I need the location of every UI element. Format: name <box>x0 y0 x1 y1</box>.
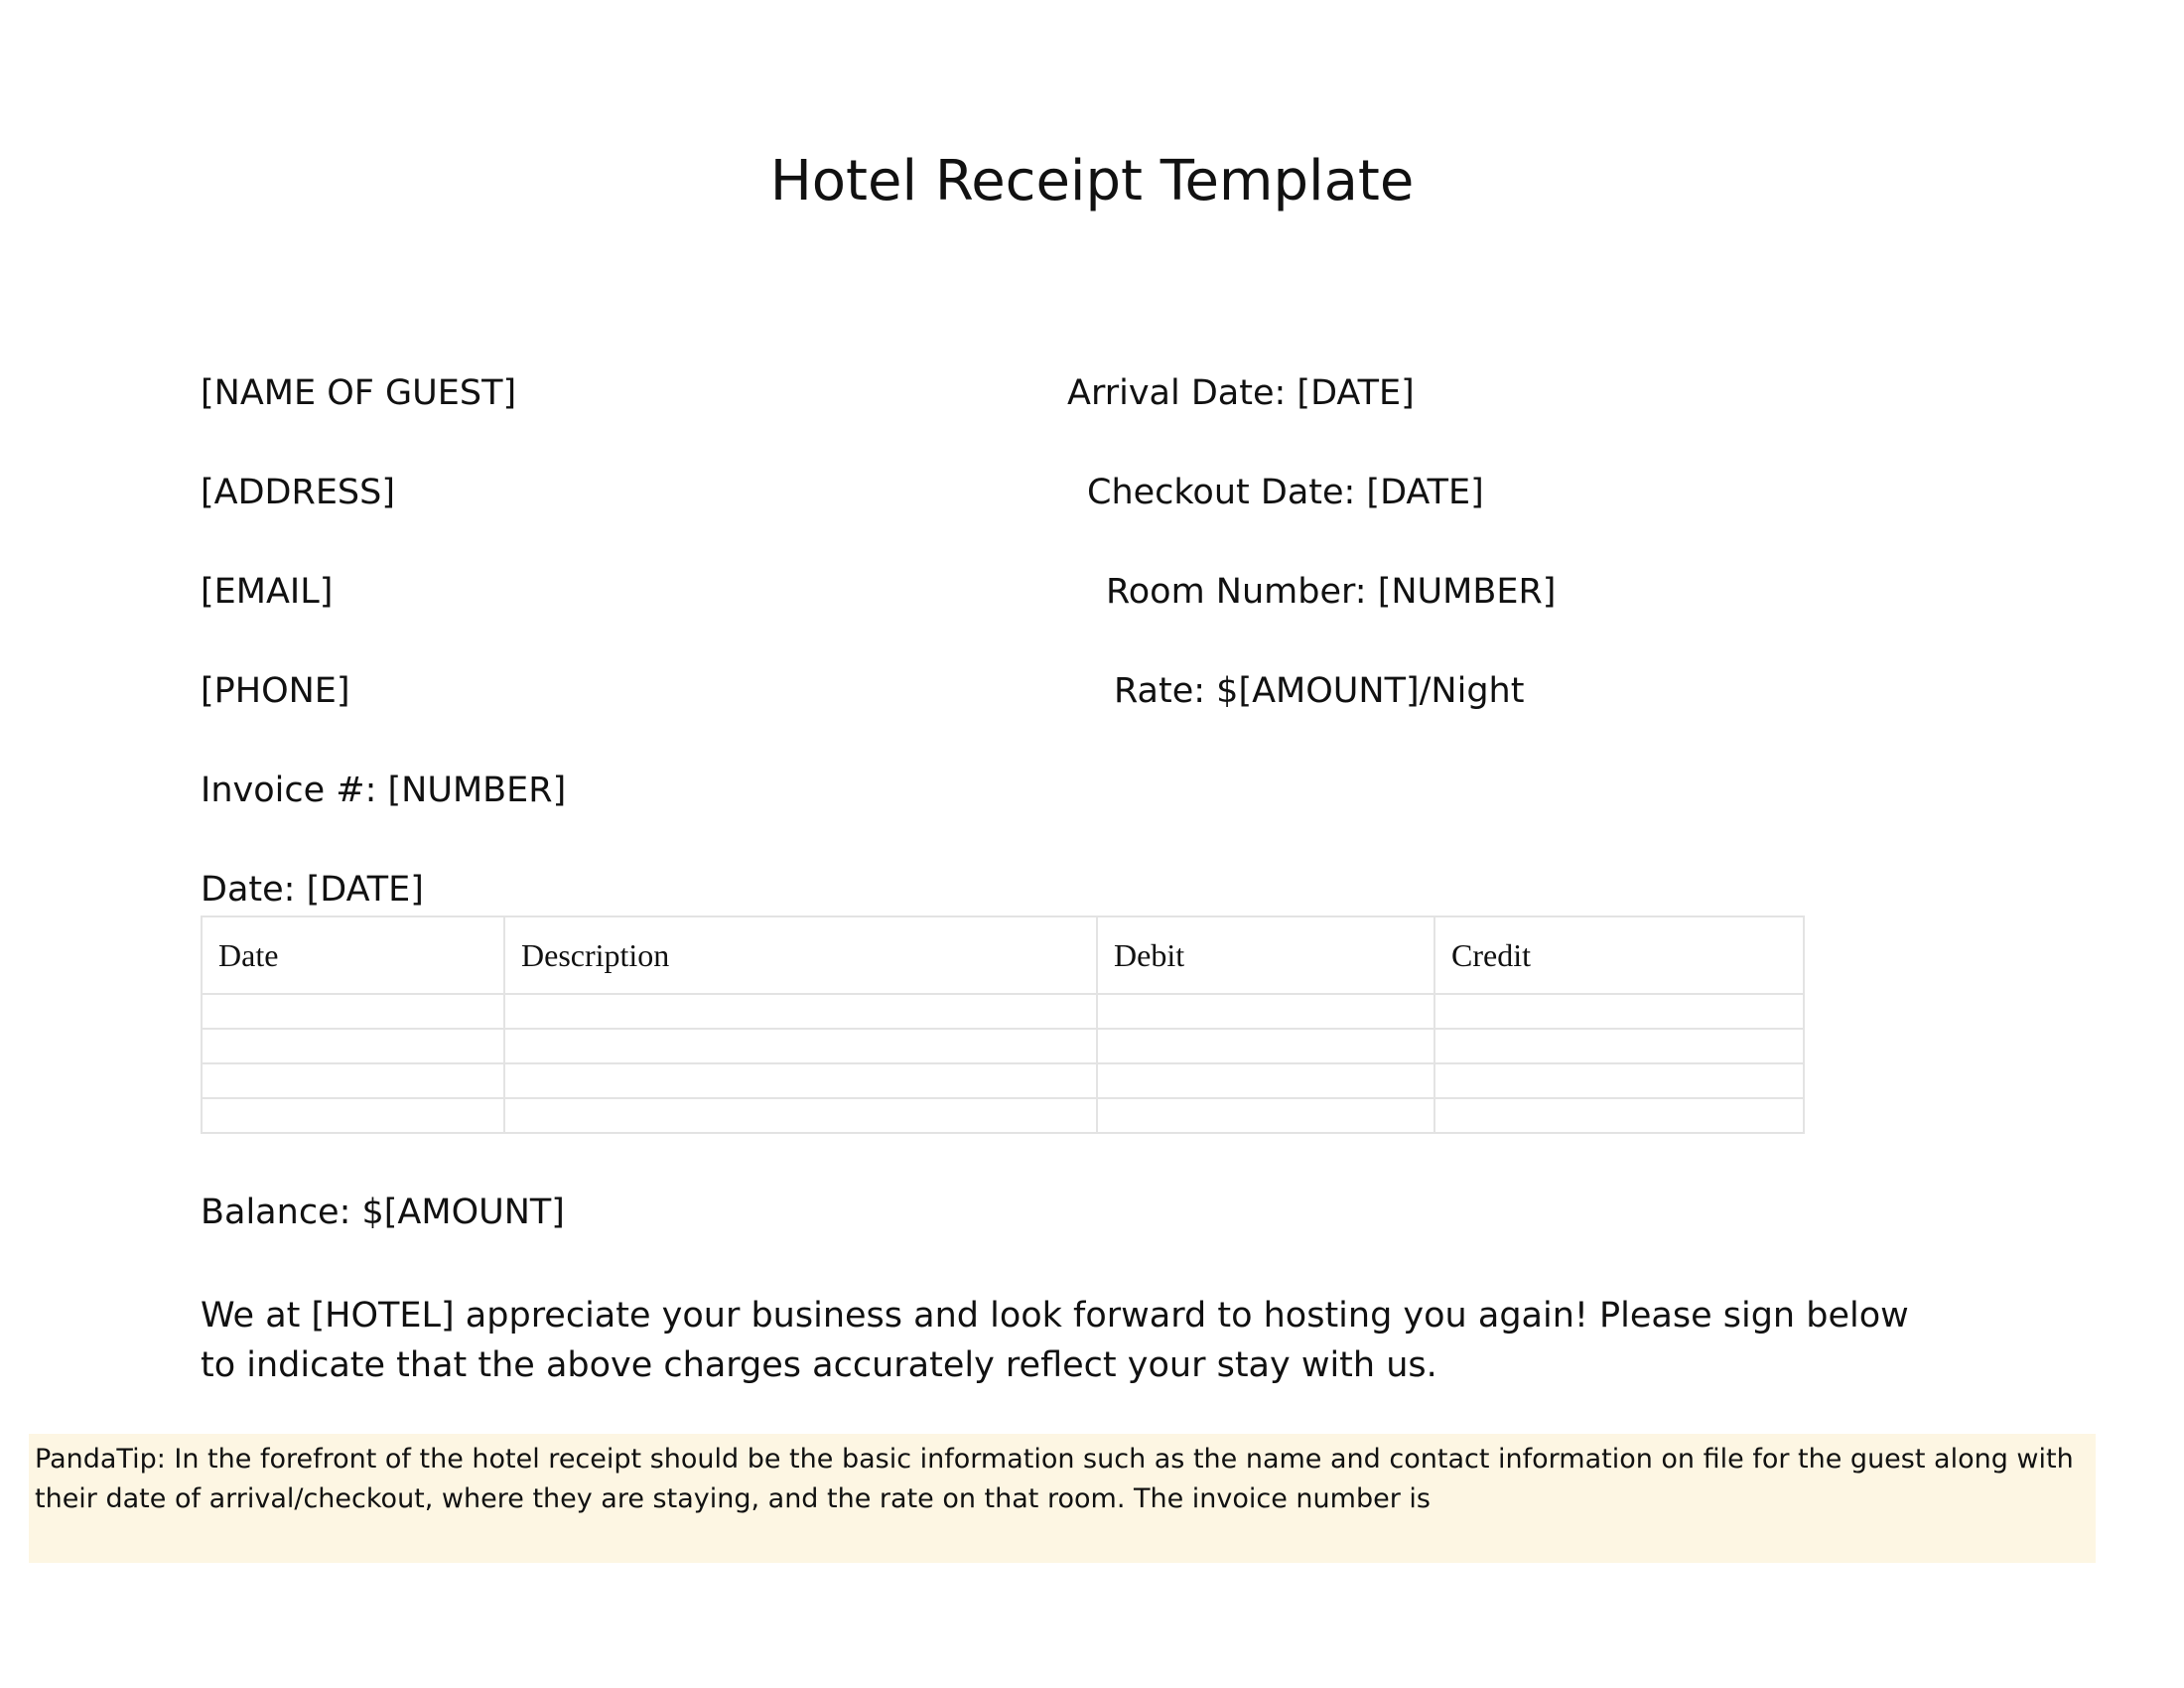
panda-tip-box: PandaTip: In the forefront of the hotel receipt should be the basic information such as the name and contact information on file for the guest along with their date of arrival/checkout, where they are staying, and the rate on that room. The invoice number is <box>29 1434 2096 1563</box>
column-header-credit: Credit <box>1434 916 1804 994</box>
table-cell <box>1097 1029 1434 1063</box>
table-cell <box>504 1029 1097 1063</box>
guest-email: [EMAIL] <box>201 572 334 612</box>
column-header-description: Description <box>504 916 1097 994</box>
table-row <box>202 994 1804 1029</box>
balance: Balance: $[AMOUNT] <box>201 1193 565 1232</box>
table-cell <box>1097 994 1434 1029</box>
charges-table <box>201 915 1805 1134</box>
table-cell <box>202 1029 504 1063</box>
guest-phone: [PHONE] <box>201 671 350 711</box>
guest-name: [NAME OF GUEST] <box>201 373 517 413</box>
table-header-row <box>202 916 1804 994</box>
table-cell <box>1434 994 1804 1029</box>
table-row <box>202 1098 1804 1133</box>
table-cell <box>1434 1098 1804 1133</box>
table-row <box>202 1063 1804 1098</box>
table-row <box>202 1029 1804 1063</box>
guest-address: [ADDRESS] <box>201 473 396 512</box>
checkout-date: Checkout Date: [DATE] <box>1087 473 1484 512</box>
table-cell <box>1097 1098 1434 1133</box>
room-rate: Rate: $[AMOUNT]/Night <box>1114 671 1525 711</box>
table-cell <box>202 1098 504 1133</box>
invoice-date: Date: [DATE] <box>201 870 424 910</box>
table-cell <box>1434 1063 1804 1098</box>
arrival-date: Arrival Date: [DATE] <box>1067 373 1415 413</box>
table-cell <box>504 994 1097 1029</box>
table-cell <box>202 994 504 1029</box>
invoice-number: Invoice #: [NUMBER] <box>201 771 567 810</box>
closing-message: We at [HOTEL] appreciate your business and look forward to hosting you again! Please sign below to indicate that the above charges accurately reflect your stay with us. <box>201 1296 1909 1385</box>
room-number: Room Number: [NUMBER] <box>1106 572 1557 612</box>
table-cell <box>504 1063 1097 1098</box>
table-cell <box>1097 1063 1434 1098</box>
table-cell <box>202 1063 504 1098</box>
table-cell <box>1434 1029 1804 1063</box>
column-header-debit: Debit <box>1097 916 1434 994</box>
column-header-date: Date <box>202 916 504 994</box>
page-title: Hotel Receipt Template <box>769 149 1415 213</box>
table-cell <box>504 1098 1097 1133</box>
